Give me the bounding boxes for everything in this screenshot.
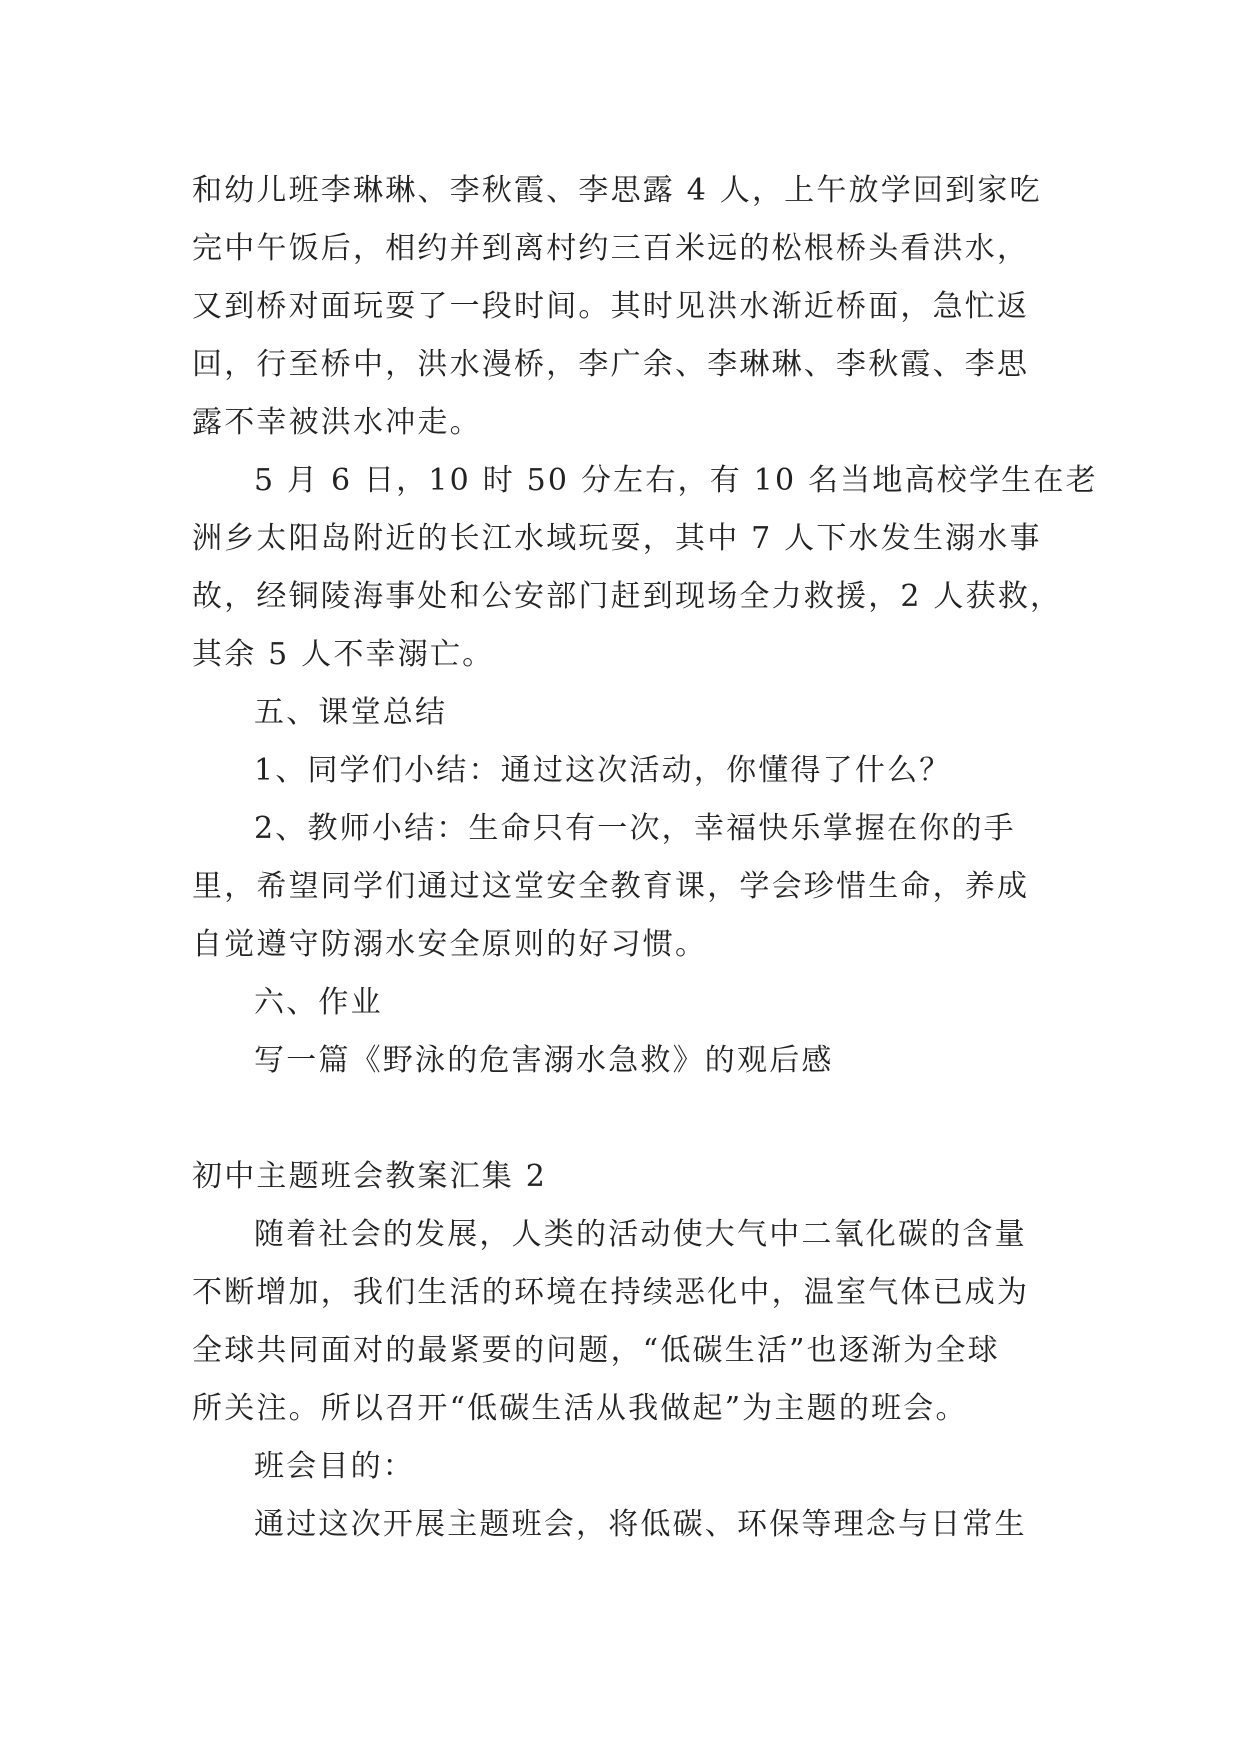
text-line: 和幼儿班李琳琳、李秋霞、李思露 4 人，上午放学回到家吃 <box>192 173 1042 208</box>
homework-text: 写一篇《野泳的危害溺水急救》的观后感 <box>254 1043 834 1078</box>
text-line: 洲乡太阳岛附近的长江水域玩耍，其中 7 人下水发生溺水事 <box>192 521 1042 556</box>
paragraph-drowning-case-2 <box>192 452 1098 684</box>
text-line: 又到桥对面玩耍了一段时间。其时见洪水渐近桥面，急忙返 <box>192 289 1030 324</box>
heading-homework: 六、作业 <box>254 985 383 1020</box>
meeting-goal-text: 通过这次开展主题班会，将低碳、环保等理念与日常生 <box>254 1507 1027 1542</box>
text-line: 5 月 6 日，10 时 50 分左右，有 10 名当地高校学生在老 <box>254 463 1098 498</box>
text-line: 2、教师小结：生命只有一次，幸福快乐掌握在你的手 <box>254 811 1016 846</box>
text-line: 回，行至桥中，洪水漫桥，李广余、李琳琳、李秋霞、李思 <box>192 347 1030 382</box>
document-body <box>192 162 1098 1554</box>
text-line: 不断增加，我们生活的环境在持续恶化中，温室气体已成为 <box>192 1275 1030 1310</box>
heading-meeting-goal: 班会目的： <box>254 1449 415 1484</box>
text-line: 随着社会的发展，人类的活动使大气中二氧化碳的含量 <box>254 1217 1027 1252</box>
heading-class-summary: 五、课堂总结 <box>254 695 448 730</box>
text-line: 所关注。所以召开“低碳生活从我做起”为主题的班会。 <box>192 1391 968 1426</box>
text-line: 里，希望同学们通过这堂安全教育课，学会珍惜生命，养成 <box>192 869 1030 904</box>
summary-item-students: 1、同学们小结：通过这次活动，你懂得了什么？ <box>254 753 952 788</box>
paragraph-intro <box>192 1206 1062 1438</box>
text-line: 露不幸被洪水冲走。 <box>192 405 482 440</box>
text-line: 自觉遵守防溺水安全原则的好习惯。 <box>192 927 708 962</box>
text-line: 完中午饭后，相约并到离村约三百米远的松根桥头看洪水， <box>192 231 1030 266</box>
text-line: 全球共同面对的最紧要的问题，“低碳生活”也逐渐为全球 <box>192 1333 1000 1368</box>
summary-item-teacher <box>192 800 1062 974</box>
section-spacer <box>192 1090 1062 1148</box>
section-title: 初中主题班会教案汇集 2 <box>192 1159 548 1194</box>
text-line: 其余 5 人不幸溺亡。 <box>192 637 495 672</box>
text-line: 故，经铜陵海事处和公安部门赶到现场全力救援，2 人获救， <box>192 579 1063 614</box>
paragraph-drowning-case-1 <box>192 162 1062 452</box>
